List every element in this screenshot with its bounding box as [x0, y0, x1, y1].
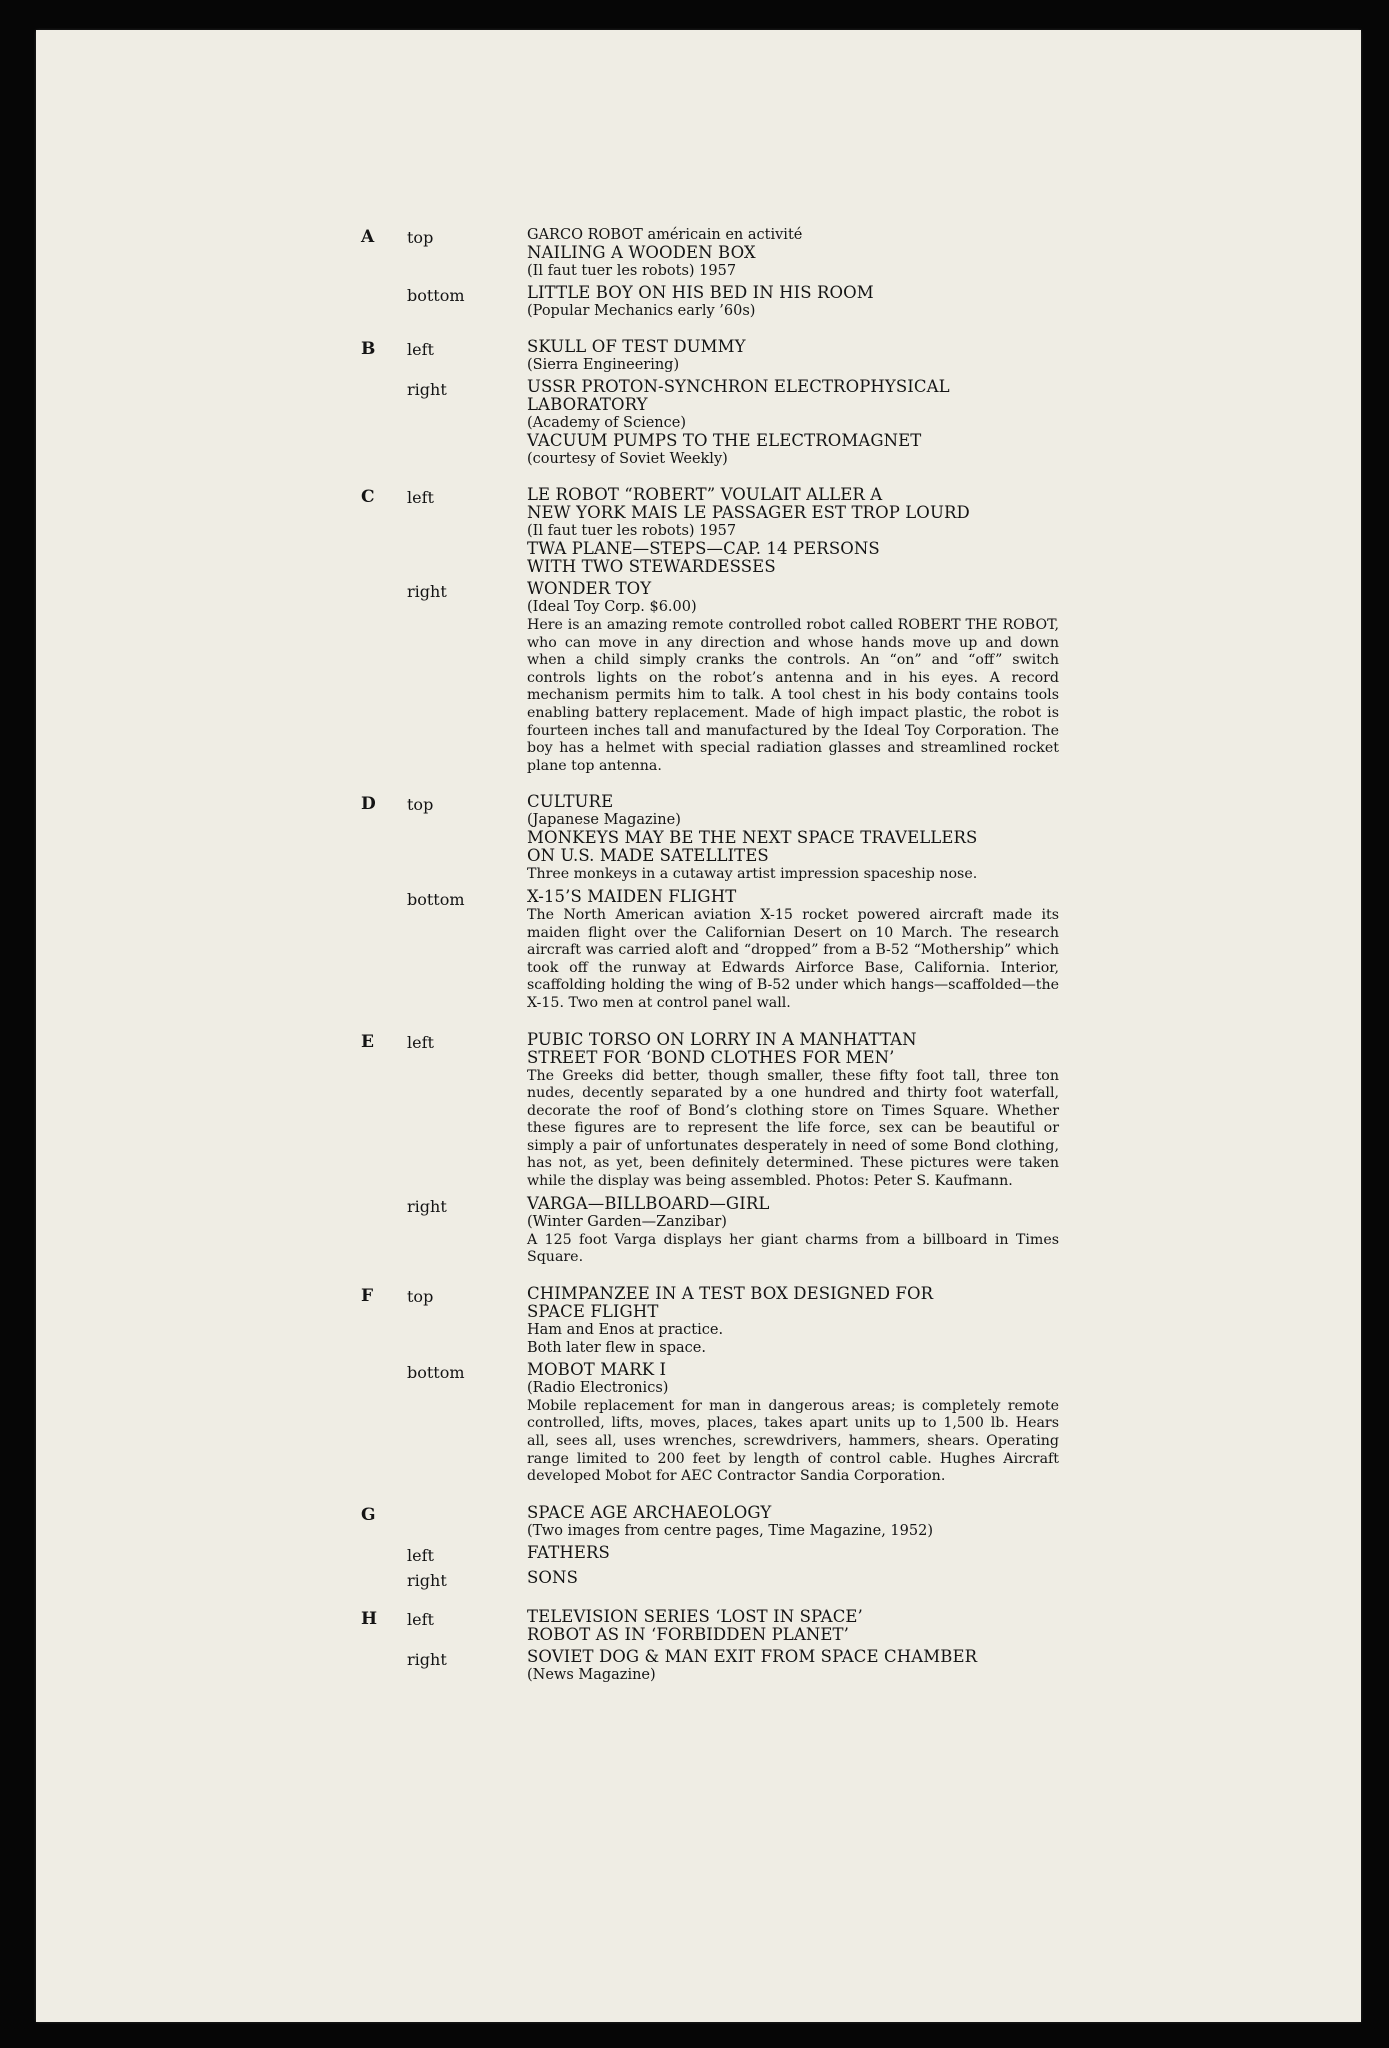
position-label: right	[407, 1196, 447, 1216]
section-entries	[407, 1504, 1061, 1594]
caption-title: USSR PROTON-SYNCHRON ELECTROPHYSICAL	[527, 377, 950, 396]
caption-title: MOBOT MARK I	[527, 1359, 667, 1379]
caption-entry	[407, 1285, 1061, 1357]
caption-title: WITH TWO STEWARDESSES	[527, 557, 776, 576]
section-h	[361, 1608, 1061, 1688]
section-entries	[407, 1608, 1061, 1688]
caption-title: ON U.S. MADE SATELLITES	[527, 846, 769, 866]
caption-entry	[407, 580, 1061, 775]
section-g	[361, 1504, 1061, 1594]
caption-entry	[407, 793, 1061, 884]
section-b	[361, 338, 1061, 472]
section-c	[361, 486, 1061, 779]
caption-title: NEW YORK MAIS LE PASSAGER EST TROP LOURD	[527, 503, 970, 522]
caption-description: A 125 foot Varga displays her giant charms from a billboard in Times Square.	[527, 1231, 1059, 1266]
caption-text	[527, 1648, 1061, 1684]
caption-text	[527, 226, 1061, 280]
section-letter: B	[361, 339, 376, 359]
caption-entry	[407, 338, 1061, 374]
section-entries	[407, 1285, 1061, 1490]
caption-title: PUBIC TORSO ON LORRY IN A MANHATTAN	[527, 1029, 917, 1049]
section-e	[361, 1031, 1061, 1271]
caption-source: (Two images from centre pages, Time Magazine, 1952)	[527, 1522, 933, 1539]
caption-text	[527, 888, 1061, 1013]
caption-source: (Il faut tuer les robots) 1957	[527, 523, 737, 539]
section-entries	[407, 486, 1061, 779]
caption-description: The Greeks did better, though smaller, these fifty foot tall, three ton nudes, decently separated by a one hundred and thirty foot waterfall, decorate the roof of Bond’s clothing store on Times Square. Whether these figures are to represent the life force, sex can be beautiful or simply a pair of unfortunates desperately in need of some Bond clothing, has not, as yet, been definitely determined. These pictures were taken while the display was being assembled. Photos: Peter S. Kaufmann.	[527, 1067, 1059, 1190]
caption-entry	[407, 284, 1061, 320]
caption-text	[527, 1285, 1061, 1357]
caption-title: SPACE FLIGHT	[527, 1301, 659, 1321]
caption-text	[527, 1195, 1061, 1267]
caption-text	[527, 1031, 1061, 1191]
caption-source: (Il faut tuer les robots) 1957	[527, 263, 737, 279]
caption-entry	[407, 1608, 1061, 1644]
section-entries	[407, 1031, 1061, 1271]
caption-title: LE ROBOT “ROBERT” VOULAIT ALLER A	[527, 485, 883, 504]
section-letter: H	[361, 1608, 378, 1629]
caption-source: (Radio Electronics)	[527, 1379, 669, 1396]
position-label	[407, 1504, 527, 1540]
caption-source: (Popular Mechanics early ’60s)	[527, 303, 756, 319]
caption-source: (Winter Garden—Zanzibar)	[527, 1213, 727, 1230]
caption-text	[527, 338, 1061, 374]
caption-text	[527, 284, 1061, 320]
section-letter: G	[361, 1504, 376, 1525]
caption-title: SONS	[527, 1567, 578, 1587]
position-label: left	[407, 1545, 434, 1565]
position-label: bottom	[407, 286, 465, 305]
caption-description: The North American aviation X-15 rocket powered aircraft made its maiden flight over the Californian Desert on 10 March. The research aircraft was carried aloft and “dropped” from a B-52 “Mothership” which took off the runway at Edwards Airforce Base, California. Interior, scaffolding holding the wing of B-52 under which hangs—scaffolded—the X-15. Two men at control panel wall.	[527, 906, 1059, 1011]
caption-entry	[407, 1544, 1061, 1565]
caption-source: (courtesy of Soviet Weekly)	[527, 451, 728, 467]
position-label: top	[407, 795, 434, 815]
caption-title: CHIMPANZEE IN A TEST BOX DESIGNED FOR	[527, 1283, 934, 1303]
caption-title: LABORATORY	[527, 395, 648, 414]
section-letter: E	[361, 1031, 374, 1052]
caption-entry	[407, 1569, 1061, 1590]
caption-title: TWA PLANE—STEPS—CAP. 14 PERSONS	[527, 539, 880, 558]
caption-entry	[407, 1031, 1061, 1191]
caption-entry	[407, 486, 1061, 576]
caption-title: WONDER TOY	[527, 579, 652, 598]
section-letter: F	[361, 1285, 374, 1306]
caption-text	[527, 1608, 1061, 1644]
caption-title: ROBOT AS IN ‘FORBIDDEN PLANET’	[527, 1624, 850, 1644]
caption-title: MONKEYS MAY BE THE NEXT SPACE TRAVELLERS	[527, 828, 978, 848]
position-label: bottom	[407, 889, 465, 909]
caption-text	[527, 580, 1061, 775]
caption-title: TELEVISION SERIES ‘LOST IN SPACE’	[527, 1606, 863, 1626]
section-entries	[407, 338, 1061, 472]
caption-text	[527, 378, 1061, 468]
caption-source: GARCO ROBOT américain en activité	[527, 227, 803, 243]
position-label: left	[407, 488, 434, 507]
caption-title: X-15’S MAIDEN FLIGHT	[527, 886, 737, 906]
caption-text	[527, 486, 1061, 576]
caption-title: FATHERS	[527, 1542, 610, 1562]
caption-text	[527, 1504, 1061, 1540]
position-label: top	[407, 1286, 434, 1306]
caption-source: (Academy of Science)	[527, 415, 686, 431]
caption-description: Three monkeys in a cutaway artist impression spaceship nose.	[527, 866, 978, 883]
caption-title: STREET FOR ‘BOND CLOTHES FOR MEN’	[527, 1047, 895, 1067]
caption-source: Ham and Enos at practice.	[527, 1321, 724, 1338]
section-a	[361, 226, 1061, 324]
position-label: bottom	[407, 1362, 465, 1382]
section-entries	[407, 793, 1061, 1016]
caption-source: (News Magazine)	[527, 1666, 656, 1683]
caption-text	[527, 1361, 1061, 1486]
caption-text	[527, 793, 1061, 884]
position-label: right	[407, 1570, 447, 1590]
caption-source: (Sierra Engineering)	[527, 357, 680, 373]
caption-source: Both later flew in space.	[527, 1339, 706, 1356]
section-entries	[407, 226, 1061, 324]
caption-title: VARGA—BILLBOARD—GIRL	[527, 1193, 770, 1213]
caption-title: SOVIET DOG & MAN EXIT FROM SPACE CHAMBER	[527, 1646, 978, 1666]
caption-description: Mobile replacement for man in dangerous areas; is completely remote controlled, lifts, moves, places, takes apart units up to 1,500 lb. Hears all, sees all, uses wrenches, screwdrivers, hammers, shears. Operating range limited to 200 feet by length of control cable. Hughes Aircraft developed Mobot for AEC Contractor Sandia Corporation.	[527, 1397, 1059, 1485]
caption-entry	[407, 1195, 1061, 1267]
section-d	[361, 793, 1061, 1016]
section-f	[361, 1285, 1061, 1490]
section-letter: D	[361, 794, 376, 815]
section-letter: A	[361, 227, 375, 247]
position-label: right	[407, 380, 447, 399]
caption-title: SPACE AGE ARCHAEOLOGY	[527, 1502, 772, 1522]
caption-source: (Ideal Toy Corp. $6.00)	[527, 599, 697, 615]
caption-entry	[407, 888, 1061, 1013]
caption-entry	[407, 226, 1061, 280]
caption-source: (Japanese Magazine)	[527, 812, 681, 829]
caption-title: VACUUM PUMPS TO THE ELECTROMAGNET	[527, 431, 922, 450]
caption-entry	[407, 1361, 1061, 1486]
caption-title: SKULL OF TEST DUMMY	[527, 337, 746, 356]
caption-list	[361, 226, 1061, 1702]
caption-entry	[407, 378, 1061, 468]
caption-title: LITTLE BOY ON HIS BED IN HIS ROOM	[527, 283, 874, 302]
caption-title: CULTURE	[527, 792, 614, 812]
position-label: left	[407, 340, 434, 359]
position-label: right	[407, 582, 447, 601]
position-label: top	[407, 228, 434, 247]
caption-entry	[407, 1648, 1061, 1684]
caption-title: NAILING A WOODEN BOX	[527, 243, 756, 262]
position-label: left	[407, 1609, 434, 1629]
position-label: left	[407, 1032, 434, 1052]
paper-sheet	[36, 30, 1361, 2022]
caption-text	[527, 1544, 1061, 1565]
section-letter: C	[361, 487, 375, 507]
caption-text	[527, 1569, 1061, 1590]
caption-entry	[407, 1504, 1061, 1540]
position-label: right	[407, 1649, 447, 1669]
caption-description: Here is an amazing remote controlled robot called ROBERT THE ROBOT, who can move in any direction and whose hands move up and down when a child simply cranks the controls. An “on” and “off” switch controls lights on the robot’s antenna and in his eyes. A record mechanism permits him to talk. A tool chest in his body contains tools enabling battery replacement. Made of high impact plastic, the robot is fourteen inches tall and manufactured by the Ideal Toy Corporation. The boy has a helmet with special radiation glasses and streamlined rocket plane top antenna.	[527, 617, 1059, 774]
